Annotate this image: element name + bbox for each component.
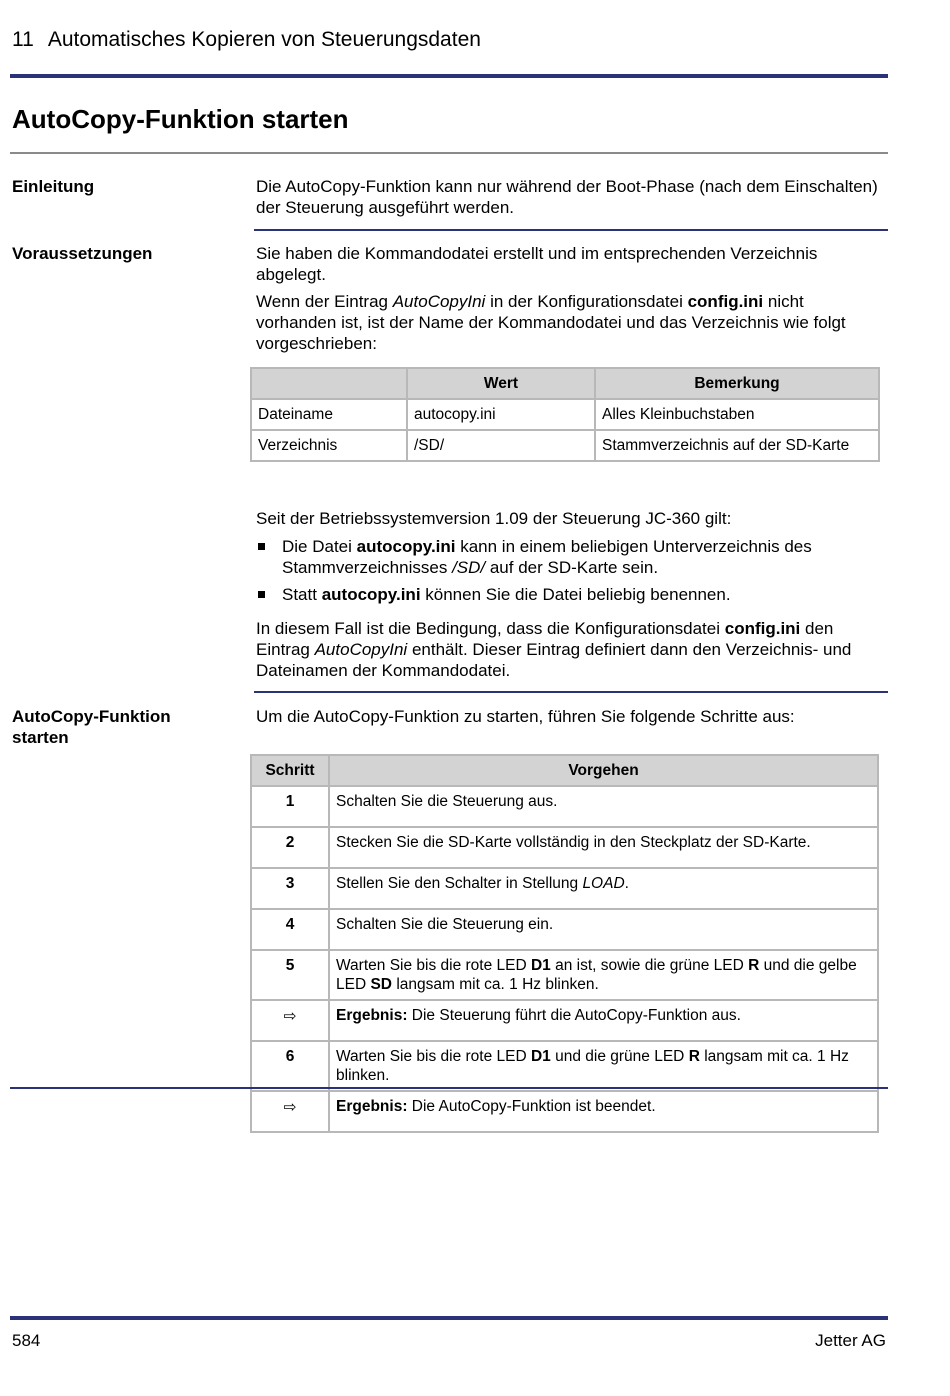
table-cell: Dateiname [251, 399, 407, 430]
result-label: Ergebnis: [336, 1098, 408, 1115]
company-name: Jetter AG [815, 1331, 886, 1350]
table-row [251, 1000, 878, 1041]
table-header: Bemerkung [595, 368, 879, 399]
p4-text: In diesem Fall ist die Bedingung, dass die Konfigurationsdatei [256, 619, 725, 638]
bullet-italic: /SD/ [452, 558, 486, 577]
voraussetzungen-p4 [256, 618, 888, 681]
bullet-text: Die Datei [282, 537, 357, 556]
result-label: Ergebnis: [336, 1007, 408, 1024]
table-row [251, 1091, 878, 1132]
result-arrow-icon: ⇨ [251, 1000, 329, 1041]
list-item [256, 536, 888, 578]
chapter-number: 11 [12, 28, 34, 51]
result-text [329, 1091, 878, 1132]
voraussetzungen-label: Voraussetzungen [12, 244, 153, 263]
step-bold: D1 [530, 957, 551, 974]
step-text-part: . [624, 875, 629, 892]
p4-text: enthält. Dieser Eintrag definiert dann den Verzeichnis- und Dateinamen der Kommandodatei. [256, 640, 852, 680]
list-item [256, 584, 888, 605]
p2-text: in der Konfigurationsdatei [485, 292, 688, 311]
step-number: 3 [251, 868, 329, 909]
step-text [329, 868, 878, 909]
table-row [251, 827, 878, 868]
section-rule [10, 152, 888, 154]
step-text-part: und die gelbe LED [336, 957, 857, 993]
table-header: Schritt [251, 755, 329, 786]
table-row [251, 909, 878, 950]
page-number: 584 [12, 1331, 41, 1350]
table-cell: autocopy.ini [407, 399, 595, 430]
table-cell: Stammverzeichnis auf der SD-Karte [595, 430, 879, 461]
section-end-rule [10, 1087, 888, 1089]
p4-text: den Eintrag [256, 619, 834, 659]
table-cell: Verzeichnis [251, 430, 407, 461]
bullet-text: auf der SD-Karte sein. [485, 558, 659, 577]
starten-label: AutoCopy-Funktion starten [12, 707, 171, 747]
bullet-list [256, 536, 888, 611]
voraussetzungen-p2 [256, 291, 888, 354]
p2-text: Wenn der Eintrag [256, 292, 393, 311]
step-text-part: an ist, sowie die grüne LED [550, 957, 749, 974]
p2-bold: config.ini [687, 292, 764, 311]
table-header-row [251, 368, 879, 399]
step-number: 1 [251, 786, 329, 827]
result-arrow-icon: ⇨ [251, 1091, 329, 1132]
step-number: 6 [251, 1041, 329, 1091]
voraussetzungen-p3: Seit der Betriebssystemversion 1.09 der Steuerung JC-360 gilt: [256, 509, 732, 528]
p2-italic: AutoCopyIni [392, 292, 486, 311]
p2-text: nicht vorhanden ist, ist der Name der Kommandodatei und das Verzeichnis wie folgt vorgeschrieben: [256, 292, 846, 353]
einleitung-label: Einleitung [12, 177, 95, 196]
table-row [251, 1041, 878, 1091]
step-bold: R [688, 1048, 700, 1065]
step-number: 5 [251, 950, 329, 1000]
footer-rule [10, 1316, 888, 1320]
table-header: Wert [407, 368, 595, 399]
bullet-text: Statt [282, 585, 322, 604]
starten-intro: Um die AutoCopy-Funktion zu starten, führen Sie folgende Schritte aus: [256, 707, 795, 726]
result-text-part: Die Steuerung führt die AutoCopy-Funktion aus. [407, 1007, 741, 1024]
step-italic: LOAD [582, 875, 625, 892]
table-row [251, 399, 879, 430]
table-row [251, 786, 878, 827]
step-number: 4 [251, 909, 329, 950]
step-bold: D1 [530, 1048, 551, 1065]
step-text-part: und die grüne LED [550, 1048, 689, 1065]
section-title: AutoCopy-Funktion starten [12, 104, 349, 134]
step-bold: R [748, 957, 760, 974]
einleitung-text: Die AutoCopy-Funktion kann nur während der Boot-Phase (nach dem Einschalten) der Steuerung ausgeführt werden. [256, 177, 878, 217]
p4-bold: config.ini [724, 619, 801, 638]
bullet-icon [258, 591, 265, 598]
voraussetzungen-rule [254, 691, 888, 693]
step-text: Schalten Sie die Steuerung aus. [329, 786, 878, 827]
bullet-icon [258, 543, 265, 550]
file-table [250, 367, 880, 462]
result-text [329, 1000, 878, 1041]
voraussetzungen-p1: Sie haben die Kommandodatei erstellt und im entsprechenden Verzeichnis abgelegt. [256, 244, 818, 284]
result-text-part: Die AutoCopy-Funktion ist beendet. [407, 1098, 656, 1115]
table-header-row [251, 755, 878, 786]
bullet-text: können Sie die Datei beliebig benennen. [420, 585, 731, 604]
header-rule [10, 74, 888, 78]
step-text [329, 1041, 878, 1091]
table-header [251, 368, 407, 399]
bullet-text: kann in einem beliebigen Unterverzeichnis des Stammverzeichnisses [282, 537, 812, 577]
chapter-title: Automatisches Kopieren von Steuerungsdaten [47, 28, 481, 51]
table-row [251, 868, 878, 909]
bullet-bold: autocopy.ini [321, 585, 421, 604]
step-text-part: langsam mit ca. 1 Hz blinken. [392, 976, 599, 993]
table-row [251, 950, 878, 1000]
step-bold: SD [370, 976, 393, 993]
einleitung-rule [254, 229, 888, 231]
step-text-part: Stellen Sie den Schalter in Stellung [336, 875, 583, 892]
chapter-header [12, 28, 481, 52]
step-text-part: Warten Sie bis die rote LED [336, 957, 531, 974]
table-cell: /SD/ [407, 430, 595, 461]
step-text [329, 950, 878, 1000]
table-header: Vorgehen [329, 755, 878, 786]
table-cell: Alles Kleinbuchstaben [595, 399, 879, 430]
step-text: Schalten Sie die Steuerung ein. [329, 909, 878, 950]
step-text-part: langsam mit ca. 1 Hz blinken. [336, 1048, 849, 1084]
steps-table [250, 754, 879, 1133]
step-number: 2 [251, 827, 329, 868]
bullet-bold: autocopy.ini [356, 537, 456, 556]
table-row [251, 430, 879, 461]
step-text-part: Warten Sie bis die rote LED [336, 1048, 531, 1065]
step-text: Stecken Sie die SD-Karte vollständig in den Steckplatz der SD-Karte. [329, 827, 878, 868]
p4-italic: AutoCopyIni [314, 640, 408, 659]
